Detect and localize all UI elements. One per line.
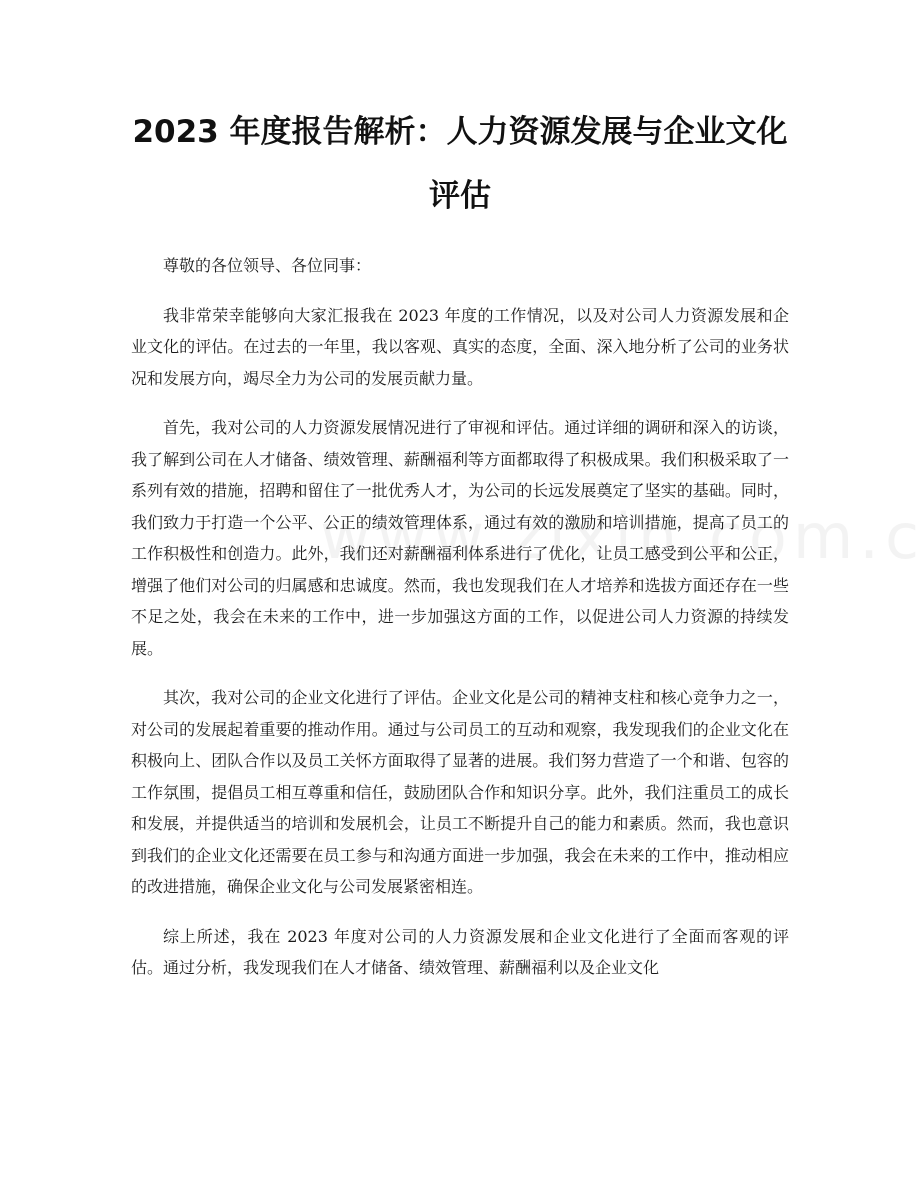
- document-body: [131, 250, 789, 1002]
- intro-paragraph: 我非常荣幸能够向大家汇报我在 2023 年度的工作情况，以及对公司人力资源发展和企业文化的评估。在过去的一年里，我以客观、真实的态度，全面、深入地分析了公司的业务状况和发展方向，竭尽全力为公司的发展贡献力量。: [131, 305, 789, 388]
- document-title: 2023 年度报告解析：人力资源发展与企业文化评估: [132, 114, 788, 214]
- salutation-paragraph: 尊敬的各位领导、各位同事：: [163, 256, 372, 275]
- summary-paragraph: 综上所述，我在 2023 年度对公司的人力资源发展和企业文化进行了全面而客观的评估。通过分析，我发现我们在人才储备、绩效管理、薪酬福利以及企业文化: [131, 926, 789, 977]
- corporate-culture-paragraph: 其次，我对公司的企业文化进行了评估。企业文化是公司的精神支柱和核心竞争力之一，对公司的发展起着重要的推动作用。通过与公司员工的互动和观察，我发现我们的企业文化在积极向上、团队合作以及员工关怀方面取得了显著的进展。我们努力营造了一个和谐、包容的工作氛围，提倡员工相互尊重和信任，鼓励团队合作和知识分享。此外，我们注重员工的成长和发展，并提供适当的培训和发展机会，让员工不断提升自己的能力和素质。然而，我也意识到我们的企业文化还需要在员工参与和沟通方面进一步加强，我会在未来的工作中，推动相应的改进措施，确保企业文化与公司发展紧密相连。: [131, 688, 789, 896]
- hr-development-paragraph: 首先，我对公司的人力资源发展情况进行了审视和评估。通过详细的调研和深入的访谈，我了解到公司在人才储备、绩效管理、薪酬福利等方面都取得了积极成果。我们积极采取了一系列有效的措施，招聘和留住了一批优秀人才，为公司的长远发展奠定了坚实的基础。同时，我们致力于打造一个公平、公正的绩效管理体系，通过有效的激励和培训措施，提高了员工的工作积极性和创造力。此外，我们还对薪酬福利体系进行了优化，让员工感受到公平和公正，增强了他们对公司的归属感和忠诚度。然而，我也发现我们在人才培养和选拔方面还存在一些不足之处，我会在未来的工作中，进一步加强这方面的工作，以促进公司人力资源的持续发展。: [131, 418, 789, 658]
